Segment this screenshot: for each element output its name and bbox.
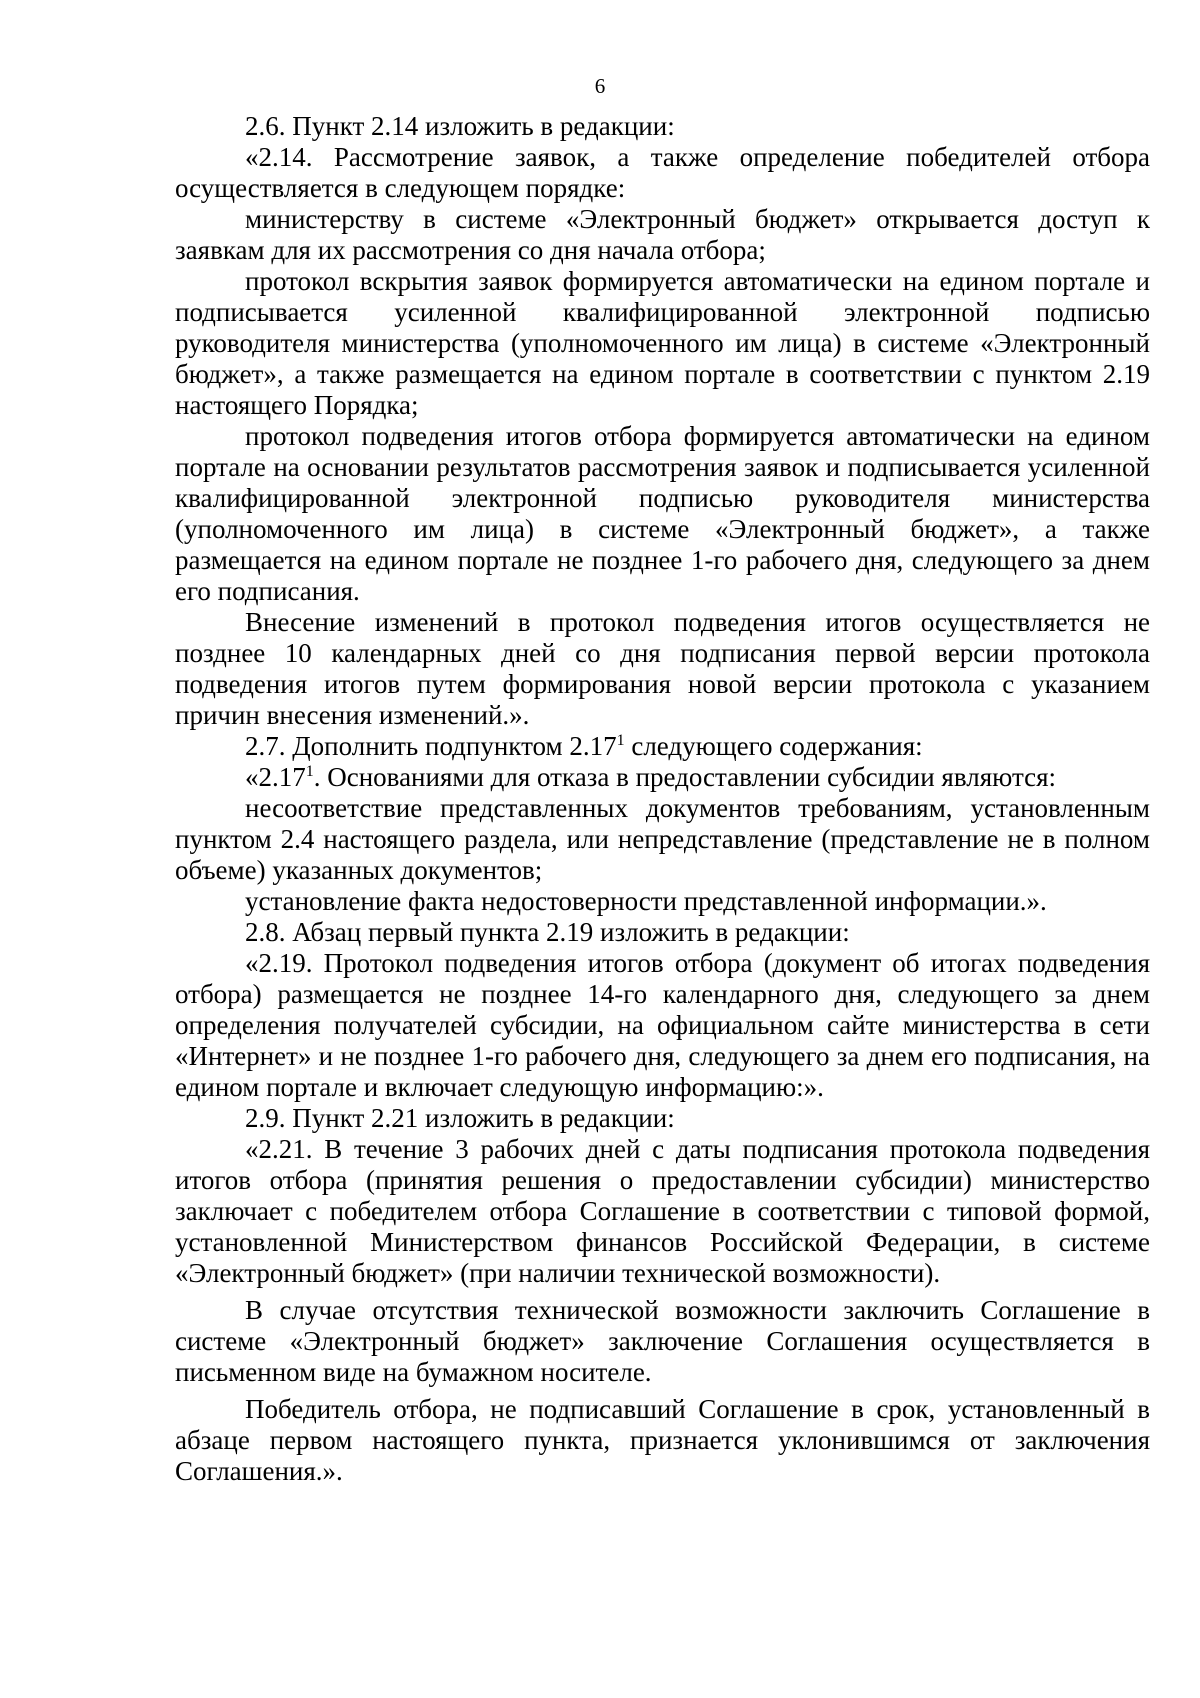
page-number: 6 [594, 74, 606, 98]
paragraph-2-17-1-text: «2.17 [245, 762, 306, 792]
paragraph-2-7-text: 2.7. Дополнить подпунктом 2.17 [245, 731, 617, 761]
paragraph-2-6: 2.6. Пункт 2.14 изложить в редакции: [245, 111, 675, 141]
superscript-mark: 1 [616, 732, 625, 749]
paragraph-2-9: 2.9. Пункт 2.21 изложить в редакции: [245, 1103, 675, 1133]
paragraph-paper-agreement: В случае отсутствия технической возможности заключить Соглашение в системе «Электронный бюджет» заключение Соглашения осуществляется в письменном виде на бумажном носителе. [175, 1295, 1150, 1387]
paragraph-2-8: 2.8. Абзац первый пункта 2.19 изложить в редакции: [245, 917, 850, 947]
paragraph-2-19: «2.19. Протокол подведения итогов отбора (документ об итогах подведения отбора) размещается не позднее 14-го календарного дня, следующего за днем определения получателей субсидии, на официальном сайте министерства в сети «Интернет» и не позднее 1-го рабочего дня, следующего за днем его подписания, на едином портале и включает следующую информацию:». [175, 948, 1150, 1102]
paragraph-access-to-applications: министерству в системе «Электронный бюджет» открывается доступ к заявкам для их рассмотрения со дня начала отбора; [175, 204, 1150, 265]
document-body [175, 111, 1150, 1487]
superscript-mark: 1 [305, 763, 314, 780]
paragraph-2-17-1-tail: . Основаниями для отказа в предоставлении субсидии являются: [313, 762, 1056, 792]
paragraph-protocol-changes: Внесение изменений в протокол подведения итогов осуществляется не позднее 10 календарных дней со дня подписания первой версии протокола подведения итогов путем формирования новой версии протокола с указанием причин внесения изменений.». [175, 607, 1150, 730]
paragraph-2-21: «2.21. В течение 3 рабочих дней с даты подписания протокола подведения итогов отбора (принятия решения о предоставлении субсидии) министерство заключает с победителем отбора Соглашение в соответствии с типовой формой, установленной Министерством финансов Российской Федерации, в системе «Электронный бюджет» (при наличии технической возможности). [175, 1134, 1150, 1288]
paragraph-nonconformity: несоответствие представленных документов требованиям, установленным пунктом 2.4 настоящего раздела, или непредставление (представление не в полном объеме) указанных документов; [175, 793, 1150, 885]
paragraph-2-7 [175, 731, 1150, 762]
paragraph-false-information: установление факта недостоверности представленной информации.». [245, 886, 1047, 916]
paragraph-opening-protocol: протокол вскрытия заявок формируется автоматически на едином портале и подписывается усиленной квалифицированной электронной подписью руководителя министерства (уполномоченного им лица) в системе «Электронный бюджет», а также размещается на едином портале в соответствии с пунктом 2.19 настоящего Порядка; [175, 266, 1150, 420]
paragraph-2-14-intro: «2.14. Рассмотрение заявок, а также определение победителей отбора осуществляется в следующем порядке: [175, 142, 1150, 203]
paragraph-results-protocol: протокол подведения итогов отбора формируется автоматически на едином портале на основании результатов рассмотрения заявок и подписывается усиленной квалифицированной электронной подписью руководителя министерства (уполномоченного им лица) в системе «Электронный бюджет», а также размещается на едином портале не позднее 1-го рабочего дня, следующего за днем его подписания. [175, 421, 1150, 606]
paragraph-evasion: Победитель отбора, не подписавший Соглашение в срок, установленный в абзаце первом настоящего пункта, признается уклонившимся от заключения Соглашения.». [175, 1394, 1150, 1486]
paragraph-2-7-tail: следующего содержания: [624, 731, 923, 761]
paragraph-2-17-1 [175, 762, 1150, 793]
